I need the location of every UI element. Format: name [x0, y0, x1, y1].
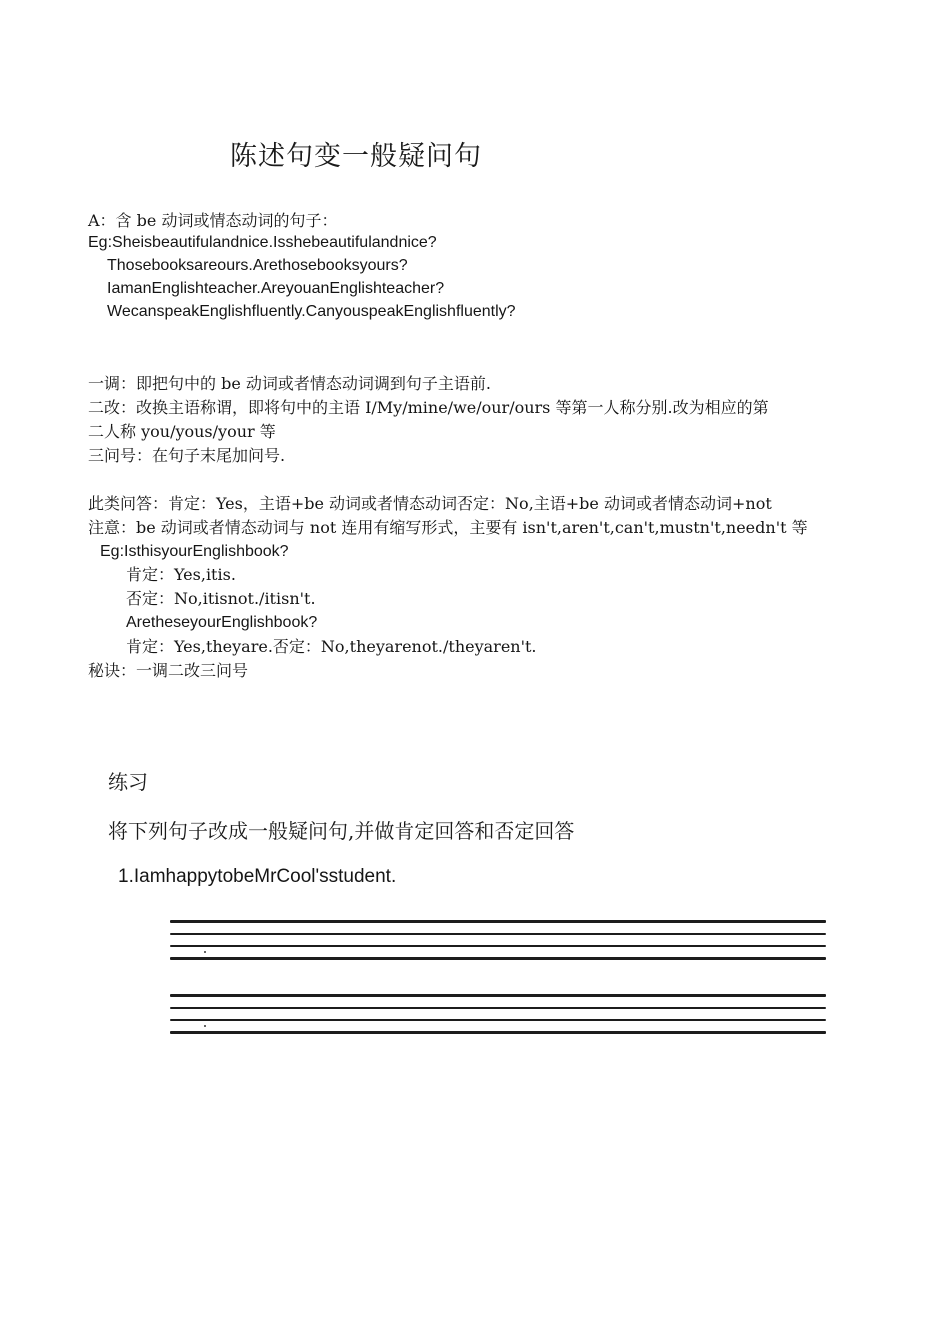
example-line-1: Eg:Sheisbeautifulandnice.Isshebeautifulandnice? — [88, 234, 437, 251]
speck-mark — [204, 951, 206, 953]
practice-question-1: 1.IamhappytobeMrCool'sstudent. — [118, 866, 397, 887]
answer-example-2: AretheseyourEnglishbook? — [126, 614, 318, 631]
page-title: 陈述句变一般疑问句 — [230, 141, 482, 172]
section-a-heading: A：含 be 动词或情态动词的句子： — [88, 211, 338, 230]
example-line-4: WecanspeakEnglishfluently.CanyouspeakEnglishfluently? — [107, 303, 516, 320]
writing-rule — [170, 1031, 826, 1034]
practice-instruction: 将下列句子改成一般疑问句,并做肯定回答和否定回答 — [108, 819, 575, 843]
writing-rule — [170, 1019, 826, 1021]
writing-lines-group-1[interactable] — [170, 916, 826, 964]
writing-lines-group-2[interactable] — [170, 990, 826, 1038]
writing-rule — [170, 1007, 826, 1009]
example-line-2: Thosebooksareours.Arethosebooksyours? — [107, 257, 408, 274]
writing-rule — [170, 994, 826, 997]
note-contraction: 注意：be 动词或者情态动词与 not 连用有缩写形式，主要有 isn't,aren't,can't,mustn't,needn't 等 — [88, 518, 808, 537]
writing-rule — [170, 920, 826, 923]
rule-step-2: 二改：改换主语称谓，即将句中的主语 I/My/mine/we/our/ours 等第一人称分别.改为相应的第 — [88, 398, 769, 417]
speck-mark — [204, 1025, 206, 1027]
practice-heading: 练习 — [108, 770, 148, 794]
rule-step-1: 一调：即把句中的 be 动词或者情态动词调到句子主语前. — [88, 374, 491, 393]
answer-rule: 此类问答：肯定：Yes，主语+be 动词或者情态动词否定：No,主语+be 动词或者情态动词+not — [88, 494, 772, 513]
example-line-3: IamanEnglishteacher.AreyouanEnglishteacher? — [107, 280, 445, 297]
tip-line: 秘诀：一调二改三问号 — [88, 661, 249, 680]
rule-step-3: 三问号：在句子末尾加问号. — [88, 446, 286, 465]
writing-rule — [170, 945, 826, 947]
answer-example-2-answer: 肯定：Yes,theyare.否定：No,theyarenot./theyaren't. — [126, 637, 537, 656]
answer-example-1: Eg:IsthisyourEnglishbook? — [100, 543, 289, 560]
rule-step-2-cont: 二人称 you/yous/your 等 — [88, 422, 276, 441]
answer-example-1-no: 否定：No,itisnot./itisn't. — [126, 589, 316, 608]
writing-rule — [170, 933, 826, 935]
answer-example-1-yes: 肯定：Yes,itis. — [126, 565, 236, 584]
writing-rule — [170, 957, 826, 960]
